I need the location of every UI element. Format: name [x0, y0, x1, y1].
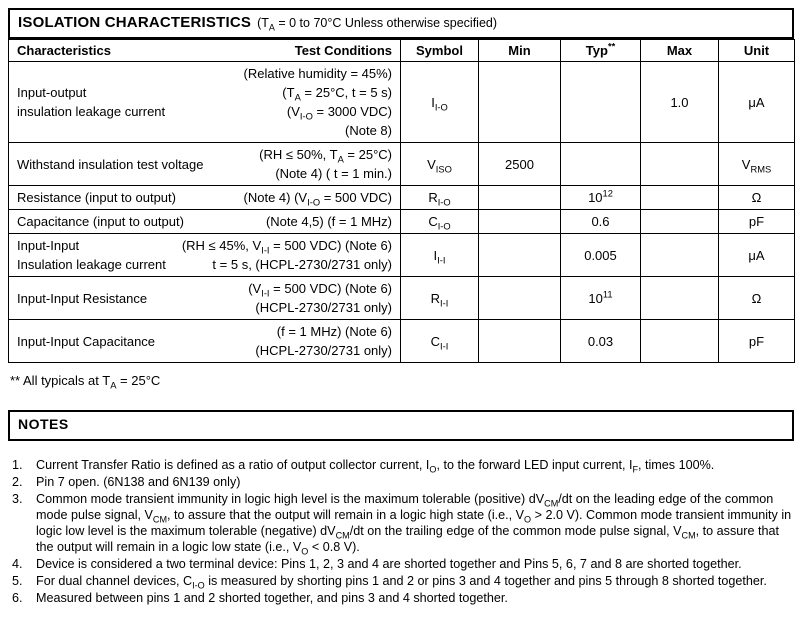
table-row [9, 210, 795, 234]
note-text: Current Transfer Ratio is defined as a ratio of output collector current, $I_O$, to the forward LED input current, $I_F$, times 100%. [36, 458, 715, 475]
note-item [12, 474, 792, 490]
typ-cell: $10^{11}$ [561, 277, 641, 320]
characteristic-conditions-cell [9, 62, 401, 143]
characteristic-conditions-cell [9, 234, 401, 277]
min-cell [479, 62, 561, 143]
table-row [9, 62, 795, 143]
symbol-cell: $C_{I-O}$ [401, 210, 479, 234]
typ-cell: 0.6 [561, 210, 641, 234]
unit-cell: Ω [719, 186, 795, 210]
note-item [12, 556, 792, 572]
characteristic-conditions-cell [9, 210, 401, 234]
min-cell [479, 186, 561, 210]
min-cell [479, 277, 561, 320]
section-title-condition: ($T_A = 0$ to 70°C Unless otherwise specified) [257, 16, 498, 33]
condition-line: t = 5 s, (HCPL-2730/2731 only) [212, 257, 392, 272]
table-row [9, 277, 795, 320]
symbol-cell: $R_{I-O}$ [401, 186, 479, 210]
note-text: Pin 7 open. (6N138 and 6N139 only) [36, 475, 241, 489]
characteristic-text [17, 188, 176, 207]
note-text: For dual channel devices, $C_{I-O}$ is measured by shorting pins 1 and 2 or pins 3 and 4 together and pins 5 through 8 shorted together. [36, 574, 767, 591]
condition-line: (Note 4) ( t = 1 min.) [275, 166, 392, 181]
characteristic-text [17, 155, 203, 174]
notes-heading: NOTES [18, 416, 69, 432]
typicals-footnote: ** All typicals at $T_A = 25^\circ C$ [10, 373, 161, 391]
characteristic-line: Resistance (input to output) [17, 190, 176, 205]
typ-cell [561, 143, 641, 186]
typ-cell [561, 62, 641, 143]
max-cell [641, 186, 719, 210]
header-characteristics: Characteristics [17, 43, 111, 58]
test-conditions-text [182, 236, 392, 274]
condition-line: ($T_A = 25^\circ C$, t = 5 s) [282, 85, 392, 103]
section-title-box [8, 8, 794, 39]
note-number: 2. [12, 475, 23, 489]
note-item [12, 590, 792, 606]
note-number: 5. [12, 574, 23, 588]
condition-line: (RH ≤ 50%, $T_A = 25^\circ C$) [259, 147, 392, 165]
characteristic-text [17, 236, 166, 274]
header-max: Max [641, 40, 719, 62]
min-cell: 2500 [479, 143, 561, 186]
characteristic-line: Input-Input Capacitance [17, 333, 156, 349]
isolation-characteristics-table [8, 39, 795, 363]
characteristic-conditions-cell [9, 186, 401, 210]
characteristic-line: Input-Input Resistance [17, 290, 148, 306]
characteristic-line: Input-Input [17, 238, 80, 253]
header-unit: Unit [719, 40, 795, 62]
table-row [9, 143, 795, 186]
max-cell: 1.0 [641, 62, 719, 143]
symbol-cell: $V_{ISO}$ [401, 143, 479, 186]
note-text: Device is considered a two terminal device: Pins 1, 2, 3 and 4 are shorted together and Pins 5, 6, 7 and 8 are shorted together. [36, 557, 742, 571]
table-row [9, 320, 795, 363]
condition-line: ($V_{I-O} = 3000$ VDC) [286, 104, 392, 122]
note-text: Common mode transient immunity in logic high level is the maximum tolerable (positive) $dV_{CM}/dt$ on the leading edge of the common mode pulse signal, $V_{CM}$, to assure that the output will remain in a logic high state (i.e., $V_O > 2.0$ V). Common mode transient immunity in logic low level is the maximum tolerable (negative) $dV_{CM}/dt$ on the trailing edge of the common mode pulse signal, $V_{CM}$, to assure that the output will remain in a logic low state (i.e., $V_O < 0.8$ V). [36, 492, 792, 557]
typ-cell: 0.005 [561, 234, 641, 277]
header-characteristics-conditions-cell [9, 40, 401, 62]
min-cell [479, 210, 561, 234]
min-cell [479, 234, 561, 277]
section-title: ISOLATION CHARACTERISTICS [18, 14, 252, 31]
typ-cell: 0.03 [561, 320, 641, 363]
note-item [12, 573, 792, 589]
note-number: 3. [12, 492, 23, 506]
max-cell [641, 320, 719, 363]
condition-line: (RH ≤ 45%, $V_{I-I} = 500$ VDC) (Note 6) [181, 238, 392, 256]
note-number: 6. [12, 591, 23, 605]
test-conditions-text [244, 188, 392, 207]
test-conditions-text [266, 212, 392, 231]
unit-cell: pF [719, 210, 795, 234]
max-cell [641, 143, 719, 186]
characteristic-text [17, 83, 165, 121]
note-item [12, 491, 792, 555]
note-number: 4. [12, 557, 23, 571]
unit-cell: μA [719, 62, 795, 143]
min-cell [479, 320, 561, 363]
test-conditions-text [244, 64, 392, 140]
characteristic-line: Withstand insulation test voltage [17, 156, 204, 172]
characteristic-text [17, 289, 147, 308]
table-header-row [9, 40, 795, 62]
test-conditions-text [255, 322, 392, 360]
table-row [9, 234, 795, 277]
condition-line: (Relative humidity = 45%) [243, 66, 392, 81]
test-conditions-text [248, 279, 392, 317]
characteristic-line: Capacitance (input to output) [17, 214, 184, 229]
unit-cell: pF [719, 320, 795, 363]
unit-cell: Ω [719, 277, 795, 320]
table-row [9, 186, 795, 210]
symbol-cell: $I_{I-I}$ [401, 234, 479, 277]
condition-line: (f = 1 MHz) (Note 6) [276, 324, 392, 339]
condition-line: (Note 4,5) (f = 1 MHz) [265, 214, 392, 229]
characteristic-line: insulation leakage current [17, 104, 166, 119]
notes-list [8, 457, 792, 606]
condition-line: (Note 8) [345, 123, 392, 138]
condition-line: (HCPL-2730/2731 only) [255, 343, 392, 358]
header-min: Min [479, 40, 561, 62]
header-typ: Typ** [561, 40, 641, 62]
characteristic-line: Insulation leakage current [17, 257, 166, 272]
header-symbol: Symbol [401, 40, 479, 62]
test-conditions-text [259, 145, 392, 183]
characteristic-line: Input-output [17, 85, 87, 100]
condition-line: ($V_{I-I} = 500$ VDC) (Note 6) [248, 281, 392, 299]
note-text: Measured between pins 1 and 2 shorted together, and pins 3 and 4 shorted together. [36, 591, 508, 605]
typ-cell: $10^{12}$ [561, 186, 641, 210]
characteristic-conditions-cell [9, 277, 401, 320]
condition-line: (HCPL-2730/2731 only) [255, 300, 392, 315]
notes-heading-box [8, 410, 794, 441]
max-cell [641, 277, 719, 320]
note-item [12, 457, 792, 473]
characteristic-text [17, 332, 155, 351]
characteristic-text [17, 212, 184, 231]
header-test-conditions: Test Conditions [294, 43, 392, 58]
condition-line: (Note 4) ($V_{I-O} = 500$ VDC) [243, 190, 392, 208]
symbol-cell: $C_{I-I}$ [401, 320, 479, 363]
unit-cell: $V_{RMS}$ [719, 143, 795, 186]
unit-cell: μA [719, 234, 795, 277]
symbol-cell: $R_{I-I}$ [401, 277, 479, 320]
symbol-cell: $I_{I-O}$ [401, 62, 479, 143]
max-cell [641, 210, 719, 234]
max-cell [641, 234, 719, 277]
characteristic-conditions-cell [9, 143, 401, 186]
note-number: 1. [12, 458, 23, 472]
characteristic-conditions-cell [9, 320, 401, 363]
